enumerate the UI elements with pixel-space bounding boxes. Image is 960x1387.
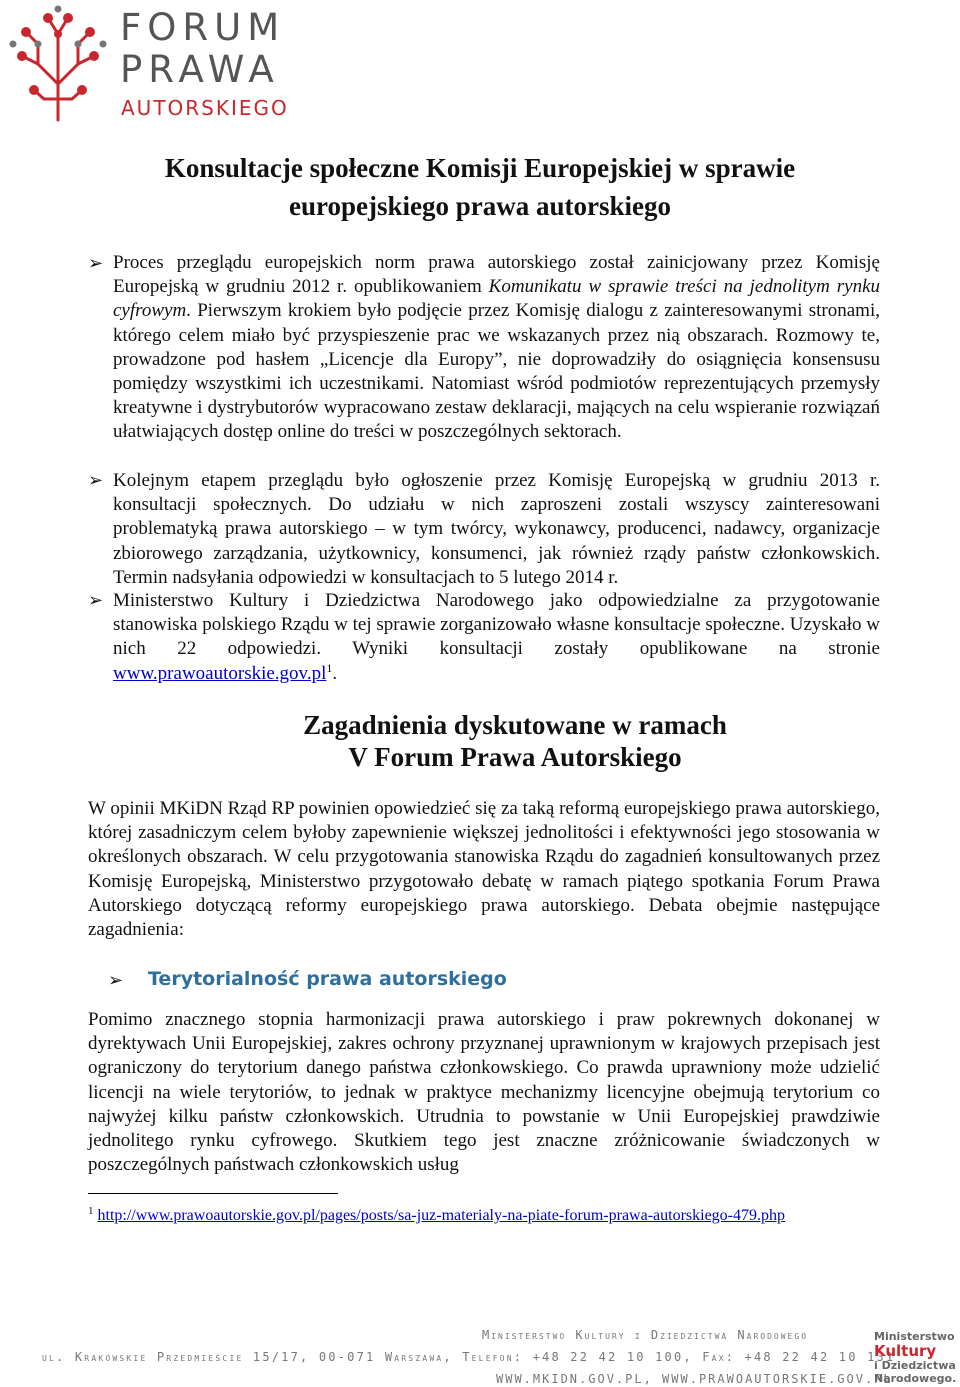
footer-address: ul. Krakowskie Przedmieście 15/17, 00-071 Warszawa, Telefon: +48 22 42 10 100, Fax: +48 22 42 10 131: [42, 1350, 896, 1364]
subheading: Terytorialność prawa autorskiego: [148, 968, 507, 990]
ministry-logo-line-4: Narodowego.: [874, 1372, 957, 1385]
bullet-arrow-icon: ➢: [88, 590, 104, 610]
bullet-3-text: Ministerstwo Kultury i Dziedzictwa Narodowego jako odpowiedzialne za przygotowanie stanowiska polskiego Rządu w tej sprawie zorganizowało własne konsultacje społeczne. Uzyskało w nich 22 odpowiedzi. Wyniki konsultacji zostały opublikowane na stronie: [113, 590, 880, 660]
section-heading: [0, 709, 960, 773]
bullet-paragraph-2: Kolejnym etapem przeglądu było ogłoszenie przez Komisję Europejską w grudniu 2013 r. konsultacji społecznych. Do udziału w nich zaproszeni zostali wszyscy zainteresowani problematyką prawa autorskiego – w tym twórcy, wykonawcy, producenci, nadawcy, organizacje zbiorowego zarządzania, użytkownicy, konsumenci, jak również rządy państw członkowskich. Termin nadsyłania odpowiedzi w konsultacjach to 5 lutego 2014 r.: [113, 470, 880, 588]
footnote-ref[interactable]: 1: [326, 660, 333, 675]
logo-text-autorskiego: AUTORSKIEGO: [121, 96, 289, 120]
intro-paragraph: W opinii MKiDN Rząd RP powinien opowiedzieć się za taką reformą europejskiego prawa autorskiego, której zasadniczym celem byłoby zapewnienie większej jednolitości i efektywności jego stosowania w określonych obszarach. W celu przygotowania stanowiska Rządu do zagadnień konsultowanych przez Komisję Europejską, Ministerstwo przygotowało debatę w ramach piątego spotkania Forum Prawa Autorskiego dotyczącą reformy europejskiego prawa autorskiego. Debata obejmie następujące zagadnienia:: [88, 798, 880, 941]
ministry-logo-line-2: Kultury: [874, 1342, 937, 1360]
bullet-1-text: Proces przeglądu europejskich norm prawa autorskiego został zainicjowany przez Komisję Europejską w grudniu 2012 r. opublikowaniem: [113, 252, 880, 298]
footnote-divider: [88, 1193, 338, 1194]
forum-prawa-autorskiego-logo: [8, 4, 289, 122]
bullet-1-text-rest: . Pierwszym krokiem było podjęcie przez Komisję dialogu z zainteresowanymi stronami, którego celem miało być przyspieszenie prac we wskazanych przez nią obszarach. Rozmowy te, prowadzone pod hasłem „Licencje dla Europy”, nie doprowadziły do osiągnięcia konsensusu pomiędzy wszystkimi ich uczestnikami. Natomiast wśród podmiotów reprezentujących przemysły kreatywne i dystrybutorów wypracowano zestaw deklaracji, mających na celu wspieranie rozwiązań ułatwiających dostęp online do treści w poszczególnych sektorach.: [113, 300, 880, 443]
circuit-tree-icon: [8, 4, 108, 122]
body-paragraph: Pomimo znacznego stopnia harmonizacji prawa autorskiego i praw pokrewnych dokonanej w dyrektywach Unii Europejskiej, zakres ochrony przyznanej uprawnionym w krajowych przepisach jest ograniczony do terytorium danego państwa członkowskiego. Co prawda uprawniony może udzielić licencji na wiele terytoriów, to jednak w praktyce mechanizmy licencyjne obejmują terytorium co najwyżej kilku państw członkowskich. Utrudnia to powstanie w Unii Europejskiej prawdziwie jednolitego rynku cyfrowego. Skutkiem tego jest znaczne zróżnicowanie świadczonych w poszczególnych państwach członkowskich usług: [88, 1009, 880, 1176]
bullet-1-italic-title: Komunikatu w sprawie treści na jednolitym rynku cyfrowym: [113, 276, 881, 322]
section-heading-line-1: Zagadnienia dyskutowane w ramach: [303, 710, 727, 740]
page-footer: [0, 1326, 960, 1386]
footer-ministry-name: Ministerstwo Kultury i Dziedzictwa Narodowego: [482, 1328, 809, 1342]
ministry-logo: [874, 1330, 956, 1385]
ministry-logo-line-3: i Dziedzictwa: [874, 1359, 956, 1372]
logo-text-prawa: PRAWA: [120, 48, 280, 91]
ministry-logo-line-1: Ministerstwo: [874, 1330, 955, 1343]
page-title-line-1: Konsultacje społeczne Komisji Europejskiej w sprawie: [164, 153, 796, 183]
section-heading-line-2: V Forum Prawa Autorskiego: [348, 742, 682, 772]
footer-websites: WWW.MKIDN.GOV.PL, WWW.PRAWOAUTORSKIE.GOV.PL: [496, 1372, 893, 1386]
page-title-line-2: europejskiego prawa autorskiego: [289, 191, 671, 221]
logo-text-forum: FORUM: [120, 6, 286, 49]
page-title: [0, 149, 960, 225]
footnote-link[interactable]: http://www.prawoautorskie.gov.pl/pages/posts/sa-juz-materialy-na-piate-forum-prawa-autorskiego-479.php: [97, 1207, 785, 1224]
footnote: [88, 1207, 785, 1225]
prawoautorskie-link[interactable]: www.prawoautorskie.gov.pl: [113, 662, 327, 684]
bullet-arrow-icon: ➢: [88, 253, 104, 273]
bullet-arrow-icon: ➢: [88, 470, 104, 490]
subheading-arrow-icon: ➢: [108, 970, 124, 990]
bullet-paragraph-3: [113, 589, 880, 686]
footnote-number: 1: [88, 1205, 94, 1217]
bullet-paragraph-1: [113, 251, 880, 445]
bullet-3-text-end: .: [332, 662, 338, 684]
